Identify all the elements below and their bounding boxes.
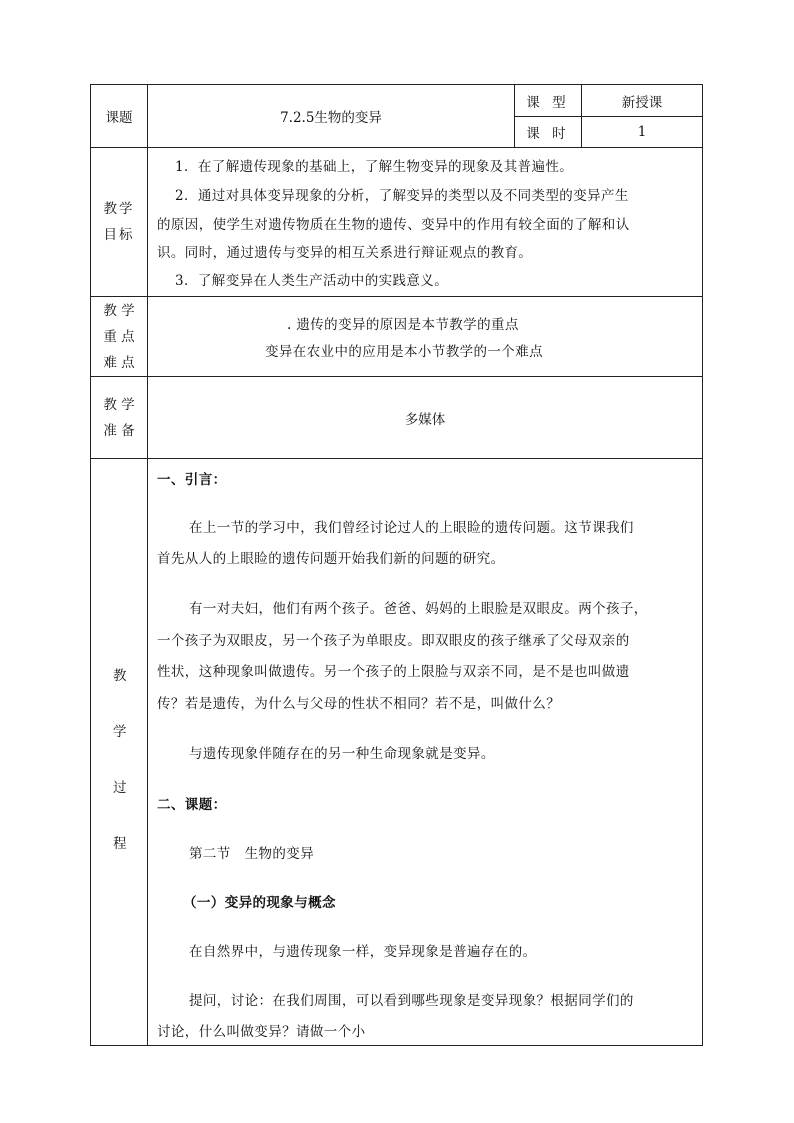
objective-line: 1．在了解遗传现象的基础上，了解生物变异的现象及其普遍性。 (175, 159, 574, 175)
periods-value: 1 (637, 124, 647, 140)
paragraph-line: 提问，讨论：在我们周围，可以看到哪些现象是变异现象？根据同学们的 (189, 993, 634, 1009)
topic-label-cell (91, 85, 147, 147)
paragraph-line: 一个孩子为双眼皮，另一个孩子为单眼皮。即双眼皮的孩子继承了父母双亲的 (157, 633, 630, 649)
key-point-line: . 遗传的变异的原因是本节教学的重点 (287, 317, 519, 333)
objectives-label-cell (91, 148, 147, 296)
table-divider (147, 85, 148, 1045)
topic-title: 7.2.5生物的变异 (280, 110, 382, 126)
type-label-cell (515, 85, 581, 116)
type-value: 新授课 (621, 94, 663, 111)
preparation-label-cell (91, 377, 147, 458)
section-heading: 二、课题： (157, 797, 227, 813)
preparation-cell (148, 377, 702, 458)
subsection-heading: （一）变异的现象与概念 (183, 895, 336, 911)
preparation-value: 多媒体 (404, 411, 446, 428)
process-label-char: 过 (113, 780, 127, 796)
key-points-label: 难 点 (103, 354, 135, 371)
key-points-label-cell (91, 297, 147, 376)
objective-line: 2．通过对具体变异现象的分析，了解变异的类型以及不同类型的变异产生 (175, 188, 629, 204)
type-value-cell (582, 85, 702, 116)
paragraph-line: 首先从人的上眼睑的遗传问题开始我们新的问题的研究。 (157, 551, 505, 567)
table-divider (91, 147, 702, 148)
type-label: 课 型 (526, 94, 570, 111)
section-title: 第二节 生物的变异 (189, 846, 315, 862)
objective-line: 识。同时，通过遗传与变异的相互关系进行辩证观点的教育。 (157, 245, 533, 261)
objective-line: 的原因，使学生对遗传物质在生物的遗传、变异中的作用有较全面的了解和认 (157, 217, 630, 233)
objectives-label: 目标 (103, 227, 135, 243)
process-label-char: 学 (113, 724, 127, 740)
preparation-label: 教 学 (103, 396, 135, 413)
key-points-label: 重 点 (103, 328, 135, 345)
periods-label-cell (515, 117, 581, 147)
process-label-char: 教 (113, 668, 127, 684)
paragraph-line: 讨论，什么叫做变异？请做一个小 (157, 1024, 366, 1040)
lesson-plan-table (90, 84, 703, 1046)
paragraph-line: 有一对夫妇，他们有两个孩子。爸爸、妈妈的上眼脸是双眼皮。两个孩子， (189, 601, 648, 617)
objective-line: 3．了解变异在人类生产活动中的实践意义。 (175, 273, 449, 289)
process-label-char: 程 (113, 836, 127, 852)
paragraph-line: 在上一节的学习中，我们曾经讨论过人的上眼睑的遗传问题。这节课我们 (189, 520, 634, 536)
table-divider (91, 458, 702, 459)
paragraph-line: 与遗传现象伴随存在的另一种生命现象就是变异。 (189, 746, 495, 762)
paragraph-line: 在自然界中，与遗传现象一样，变异现象是普遍存在的。 (189, 944, 537, 960)
paragraph-line: 传？若是遗传，为什么与父母的性状不相同？若不是，叫做什么？ (157, 696, 561, 712)
objectives-label: 教学 (103, 201, 135, 217)
topic-cell (148, 85, 514, 147)
section-heading: 一、引言： (157, 472, 227, 488)
key-point-line: 变异在农业中的应用是本小节教学的一个难点 (265, 344, 543, 360)
periods-label: 课 时 (526, 126, 570, 142)
topic-label: 课题 (105, 110, 133, 126)
periods-value-cell (582, 117, 702, 147)
table-divider (91, 296, 702, 297)
key-points-label: 教 学 (103, 302, 135, 319)
preparation-label: 准 备 (103, 422, 135, 439)
paragraph-line: 性状，这种现象叫做遗传。另一个孩子的上限脸与双亲不同，是不是也叫做遗 (157, 664, 630, 680)
